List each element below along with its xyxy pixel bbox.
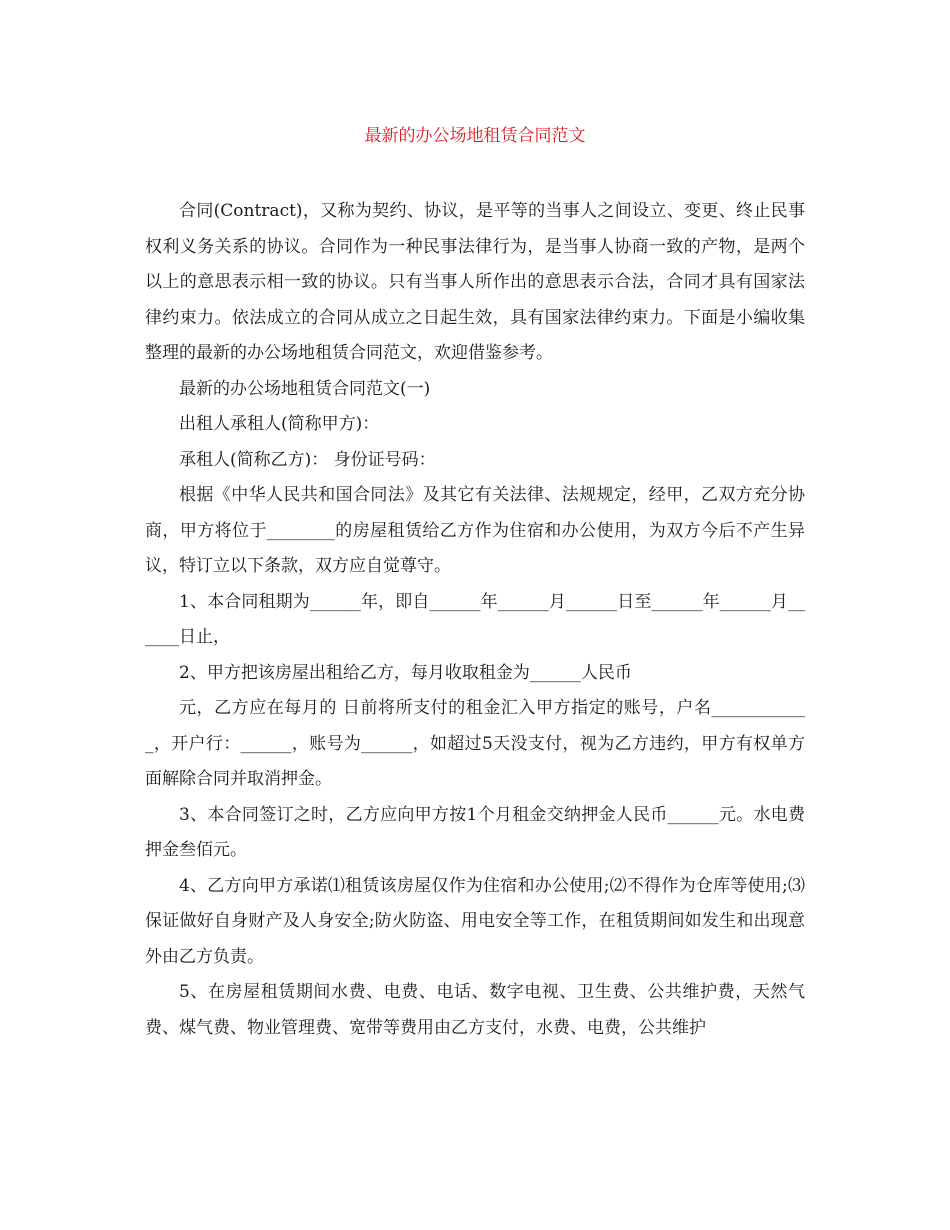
document-title: 最新的办公场地租赁合同范文 xyxy=(364,126,586,146)
clause-2-continued: 元，乙方应在每月的 日前将所支付的租金汇入甲方指定的账号，户名____________，开户行：______，账号为______，如超过5天没支付，视为乙方违约，甲方有权单方面解除合同并取消押金。 xyxy=(145,698,805,789)
clause-5: 5、在房屋租赁期间水费、电费、电话、数字电视、卫生费、公共维护费，天然气费、煤气费、物业管理费、宽带等费用由乙方支付，水费、电费，公共维护 xyxy=(145,982,805,1038)
clause-1: 1、本合同租期为______年，即自______年______月______日至______年______月______日止， xyxy=(145,591,805,647)
clause-4: 4、乙方向甲方承诺⑴租赁该房屋仅作为住宿和办公使用;⑵不得作为仓库等使用;⑶保证做好自身财产及人身安全;防火防盗、用电安全等工作，在租赁期间如发生和出现意外由乙方负责。 xyxy=(145,875,805,967)
preamble-paragraph: 根据《中华人民共和国合同法》及其它有关法律、法规规定，经甲，乙双方充分协商，甲方将位于________的房屋租赁给乙方作为住宿和办公使用，为双方今后不产生异议，特订立以下条款，双方应自觉尊守。 xyxy=(145,485,805,576)
clause-3: 3、本合同签订之时，乙方应向甲方按1个月租金交纳押金人民币______元。水电费押金叁佰元。 xyxy=(145,804,805,860)
lessor-line: 出租人承租人(简称甲方)： xyxy=(179,414,380,434)
contract-heading: 最新的办公场地租赁合同范文(一) xyxy=(179,378,431,399)
lessee-line: 承租人(简称乙方)： 身份证号码： xyxy=(179,449,436,470)
document-body xyxy=(145,194,805,1046)
clause-2: 2、甲方把该房屋出租给乙方，每月收取租金为______人民币 xyxy=(179,662,632,683)
intro-paragraph: 合同(Contract)，又称为契约、协议，是平等的当事人之间设立、变更、终止民事权利义务关系的协议。合同作为一种民事法律行为，是当事人协商一致的产物，是两个以上的意思表示相一致的协议。只有当事人所作出的意思表示合法，合同才具有国家法律约束力。依法成立的合同从成立之日起生效，具有国家法律约束力。下面是小编收集整理的最新的办公场地租赁合同范文，欢迎借鉴参考。 xyxy=(145,201,805,363)
